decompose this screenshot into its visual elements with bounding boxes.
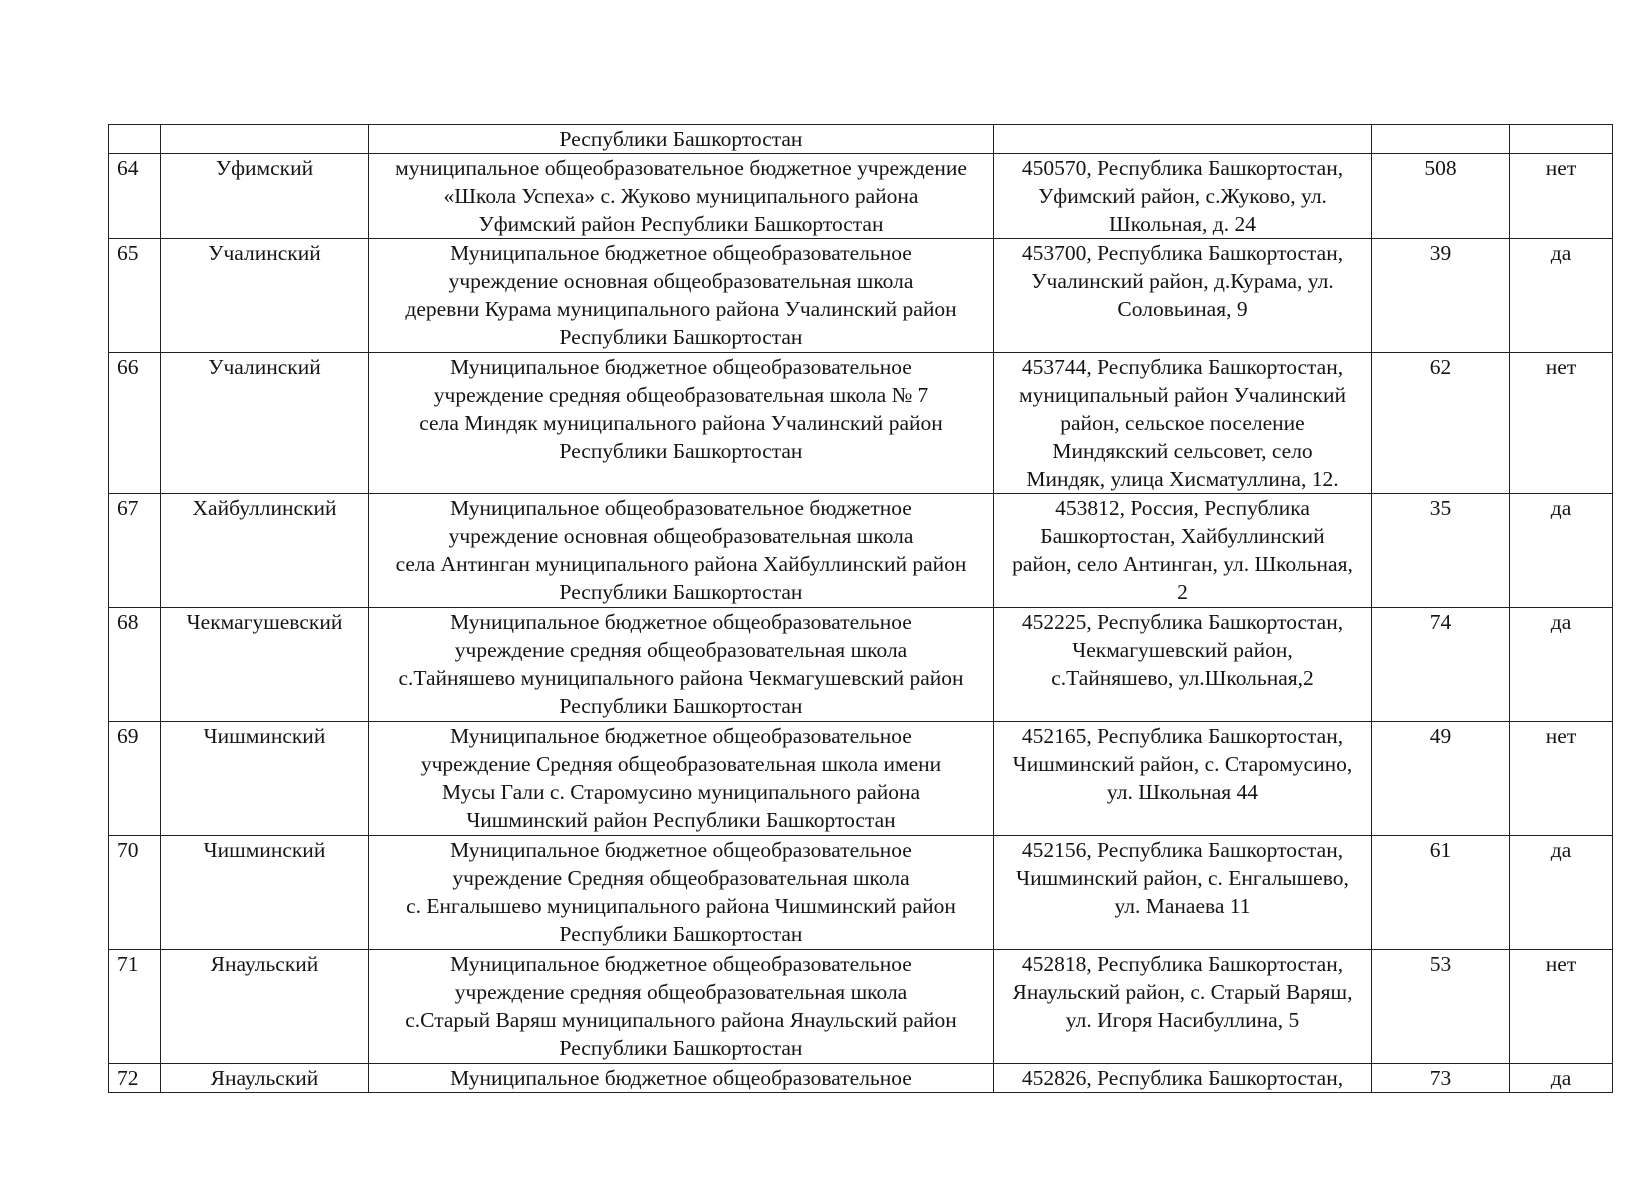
school-name-line: Муниципальное бюджетное общеобразовательное <box>450 952 912 976</box>
table-row <box>109 1064 1613 1093</box>
address-cell <box>994 494 1372 608</box>
address-line: Уфимский район, с.Жуково, ул. <box>1038 184 1327 208</box>
district-cell: Хайбуллинский <box>161 494 369 608</box>
count-cell: 53 <box>1372 950 1510 1064</box>
school-name-cell <box>369 608 994 722</box>
address-line: с.Тайняшево, ул.Школьная,2 <box>1051 666 1314 690</box>
school-name-line: муниципальное общеобразовательное бюджетное учреждение <box>395 156 967 180</box>
school-name-cell: Республики Башкортостан <box>369 125 994 154</box>
school-name-line: Республики Башкортостан <box>559 922 803 946</box>
address-cell <box>994 836 1372 950</box>
address-cell <box>994 239 1372 353</box>
table-row <box>109 154 1613 239</box>
address-line: 453700, Республика Башкортостан, <box>1021 241 1344 265</box>
school-name-line: учреждение средняя общеобразовательная школа № 7 <box>433 383 929 407</box>
school-name-line: Республики Башкортостан <box>559 1036 803 1060</box>
num-cell: 67 <box>109 494 161 608</box>
address-line: 452826, Республика Башкортостан, <box>1021 1066 1344 1090</box>
num-cell: 65 <box>109 239 161 353</box>
document-page <box>108 124 1612 1093</box>
address-line: Миндякский сельсовет, село <box>1052 439 1313 463</box>
address-line: Чишминский район, с. Енгалышево, <box>1016 866 1349 890</box>
school-name-line: села Миндяк муниципального района Учалинский район <box>419 411 943 435</box>
table-row <box>109 353 1613 494</box>
address-line: Соловьиная, 9 <box>1117 297 1248 321</box>
table-row <box>109 608 1613 722</box>
school-name-line: Муниципальное бюджетное общеобразовательное <box>450 724 912 748</box>
address-line: 452165, Республика Башкортостан, <box>1021 724 1344 748</box>
school-name-line: учреждение средняя общеобразовательная школа <box>454 980 908 1004</box>
num-cell: 71 <box>109 950 161 1064</box>
school-name-line: учреждение основная общеобразовательная школа <box>448 524 914 548</box>
flag-cell: нет <box>1510 950 1613 1064</box>
district-cell <box>161 125 369 154</box>
flag-cell: нет <box>1510 353 1613 494</box>
address-line: ул. Игоря Насибуллина, 5 <box>1065 1008 1300 1032</box>
school-name-line: Уфимский район Республики Башкортостан <box>478 212 884 236</box>
address-cell <box>994 1064 1372 1093</box>
address-line: 453744, Республика Башкортостан, <box>1021 355 1344 379</box>
num-cell <box>109 125 161 154</box>
address-line: муниципальный район Учалинский <box>1019 383 1346 407</box>
school-name-line: Чишминский район Республики Башкортостан <box>466 808 896 832</box>
school-name-line: учреждение основная общеобразовательная школа <box>448 269 914 293</box>
district-cell: Уфимский <box>161 154 369 239</box>
num-cell: 66 <box>109 353 161 494</box>
num-cell: 72 <box>109 1064 161 1093</box>
address-line: Янаульский район, с. Старый Варяш, <box>1012 980 1353 1004</box>
address-cell <box>994 722 1372 836</box>
school-name-cell <box>369 1064 994 1093</box>
table-row <box>109 722 1613 836</box>
address-line: ул. Манаева 11 <box>1114 894 1251 918</box>
num-cell: 68 <box>109 608 161 722</box>
address-line: 452225, Республика Башкортостан, <box>1021 610 1344 634</box>
school-name-line: с.Тайняшево муниципального района Чекмагушевский район <box>398 666 964 690</box>
school-name-line: учреждение Средняя общеобразовательная школа имени <box>420 752 942 776</box>
school-name-cell <box>369 353 994 494</box>
table-row-continuation <box>109 125 1613 154</box>
school-name-line: Республики Башкортостан <box>559 694 803 718</box>
address-line: 452156, Республика Башкортостан, <box>1021 838 1344 862</box>
school-name-line: Муниципальное бюджетное общеобразовательное <box>450 241 912 265</box>
district-cell: Чишминский <box>161 722 369 836</box>
address-cell <box>994 154 1372 239</box>
school-name-cell <box>369 154 994 239</box>
address-line: район, сельское поселение <box>1060 411 1305 435</box>
flag-cell: нет <box>1510 154 1613 239</box>
address-line: ул. Школьная 44 <box>1106 780 1259 804</box>
address-line: Миндяк, улица Хисматуллина, 12. <box>1026 467 1339 491</box>
address-cell <box>994 608 1372 722</box>
address-line: Башкортостан, Хайбуллинский <box>1040 524 1325 548</box>
table-row <box>109 950 1613 1064</box>
table-row <box>109 494 1613 608</box>
count-cell: 61 <box>1372 836 1510 950</box>
address-line: 450570, Республика Башкортостан, <box>1021 156 1344 180</box>
count-cell: 35 <box>1372 494 1510 608</box>
school-name-line: с. Енгалышево муниципального района Чишминский район <box>406 894 956 918</box>
flag-cell <box>1510 125 1613 154</box>
flag-cell: да <box>1510 494 1613 608</box>
school-name-line: села Антинган муниципального района Хайбуллинский район <box>395 552 967 576</box>
school-name-line: Мусы Гали с. Старомусино муниципального района <box>441 780 921 804</box>
address-line: 452818, Республика Башкортостан, <box>1021 952 1344 976</box>
address-line: Чекмагушевский район, <box>1072 638 1293 662</box>
school-name-cell <box>369 836 994 950</box>
district-cell: Янаульский <box>161 1064 369 1093</box>
count-cell <box>1372 125 1510 154</box>
district-cell: Чекмагушевский <box>161 608 369 722</box>
count-cell: 508 <box>1372 154 1510 239</box>
school-name-line: Муниципальное бюджетное общеобразовательное <box>450 838 912 862</box>
address-cell <box>994 353 1372 494</box>
flag-cell: да <box>1510 239 1613 353</box>
school-name-line: Муниципальное бюджетное общеобразовательное <box>450 355 912 379</box>
address-line: Чишминский район, с. Старомусино, <box>1012 752 1353 776</box>
school-name-cell <box>369 950 994 1064</box>
count-cell: 73 <box>1372 1064 1510 1093</box>
school-name-line: учреждение Средняя общеобразовательная школа <box>452 866 910 890</box>
address-line: Школьная, д. 24 <box>1109 212 1256 236</box>
address-cell <box>994 950 1372 1064</box>
num-cell: 70 <box>109 836 161 950</box>
district-cell: Чишминский <box>161 836 369 950</box>
flag-cell: да <box>1510 836 1613 950</box>
school-name-line: «Школа Успеха» с. Жуково муниципального района <box>443 184 919 208</box>
school-name-cell <box>369 494 994 608</box>
school-name-line: деревни Курама муниципального района Учалинский район <box>405 297 957 321</box>
district-cell: Учалинский <box>161 353 369 494</box>
schools-table <box>108 124 1613 1093</box>
address-line: Учалинский район, д.Курама, ул. <box>1031 269 1334 293</box>
count-cell: 39 <box>1372 239 1510 353</box>
school-name-line: Республики Башкортостан <box>559 325 803 349</box>
school-name-line: Муниципальное общеобразовательное бюджетное <box>450 496 912 520</box>
num-cell: 64 <box>109 154 161 239</box>
flag-cell: нет <box>1510 722 1613 836</box>
table-row <box>109 836 1613 950</box>
flag-cell: да <box>1510 608 1613 722</box>
count-cell: 74 <box>1372 608 1510 722</box>
table-row <box>109 239 1613 353</box>
school-name-line: Муниципальное бюджетное общеобразовательное <box>450 610 912 634</box>
address-cell <box>994 125 1372 154</box>
school-name-cell <box>369 722 994 836</box>
school-name-cell <box>369 239 994 353</box>
count-cell: 62 <box>1372 353 1510 494</box>
count-cell: 49 <box>1372 722 1510 836</box>
district-cell: Учалинский <box>161 239 369 353</box>
address-line: район, село Антинган, ул. Школьная, <box>1012 552 1353 576</box>
school-name-line: Республики Башкортостан <box>559 439 803 463</box>
school-name-line: Республики Башкортостан <box>559 580 803 604</box>
address-line: 453812, Россия, Республика <box>1055 496 1310 520</box>
flag-cell: да <box>1510 1064 1613 1093</box>
district-cell: Янаульский <box>161 950 369 1064</box>
address-line: 2 <box>1177 580 1188 604</box>
school-name-line: с.Старый Варяш муниципального района Янаульский район <box>405 1008 957 1032</box>
school-name-line: Муниципальное бюджетное общеобразовательное <box>450 1066 912 1090</box>
school-name-line: учреждение средняя общеобразовательная школа <box>454 638 908 662</box>
num-cell: 69 <box>109 722 161 836</box>
